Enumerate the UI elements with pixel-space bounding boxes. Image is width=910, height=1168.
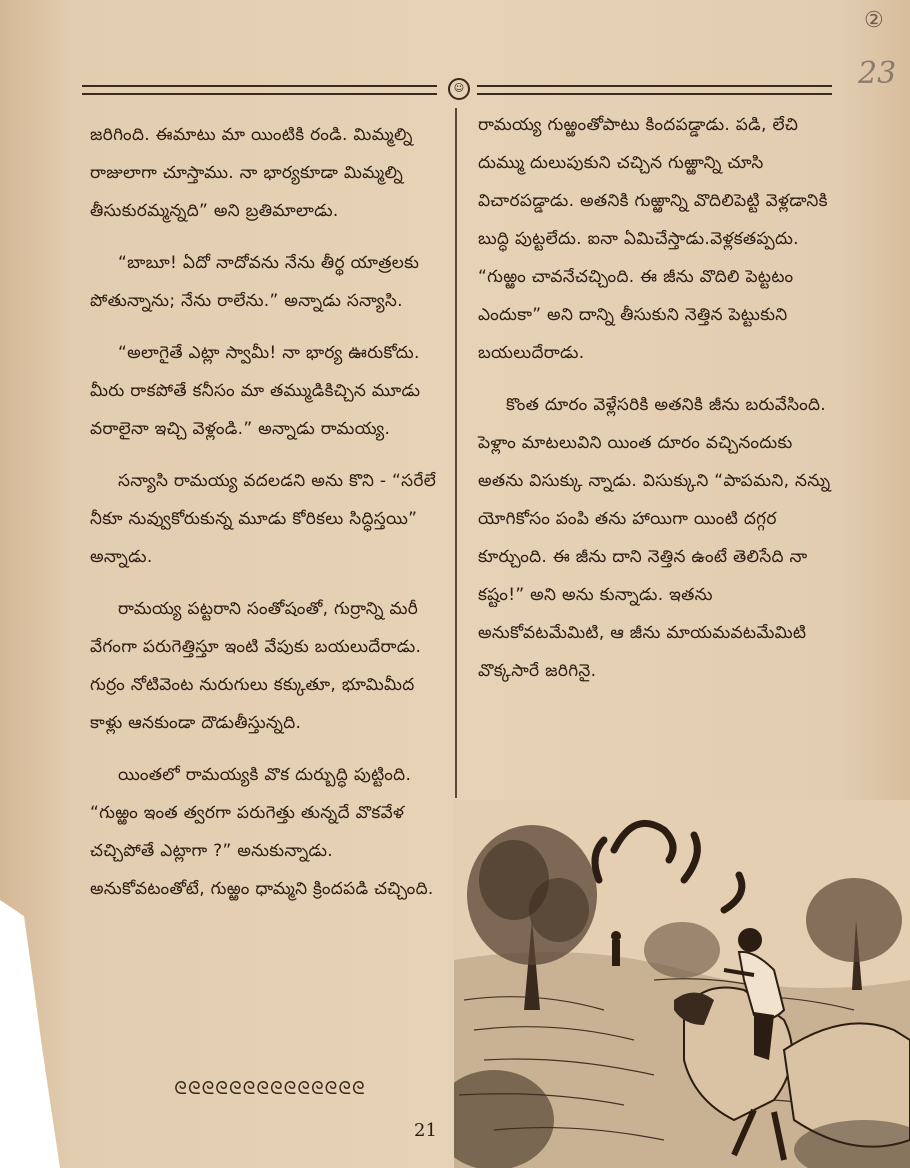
header-ornament-icon: ☺ bbox=[448, 78, 470, 100]
pencil-mark-number: 23 bbox=[858, 56, 897, 91]
page-number: 21 bbox=[414, 1120, 437, 1141]
right-paragraph-2: కొంత దూరం వెళ్లేసరికి అతనికి జీను బరువేసింది. పెళ్లాం మాటలువిని యింత దూరం వచ్చినందుకు అతను విసుక్కు న్నాడు. విసుక్కుని “పాపమని, నన్ను యోగికోసం పంపి తను హాయిగా యింటి దగ్గర కూర్చుంది. ఈ జీను దాని నెత్తిన ఉంటే తెలిసేది నా కష్టం!” అని అను కున్నాడు. ఇతను అనుకోవటమేమిటి, ఆ జీను మాయమవటమేమిటి వొక్కసారే జరిగినై. bbox=[478, 395, 831, 681]
right-paragraph-1: రామయ్య గుఱ్ఱంతోపాటు కిందపడ్డాడు. పడి, లేచి దుమ్ము దులుపుకుని చచ్చిన గుఱ్ఱాన్ని చూసి విచారపడ్డాడు. అతనికి గుఱ్ఱాన్ని వొదిలిపెట్టి వెళ్లడానికి బుద్ధి పుట్టలేదు. ఐనా ఏమిచేస్తాడు.వెళ్లకతప్పదు. “గుఱ్ఱం చావనేచచ్చింది. ఈ జీను వొదిలి పెట్టటం ఎందుకా” అని దాన్ని తీసుకుని నెత్తిన పెట్టుకుని బయలుదేరాడు. bbox=[478, 115, 828, 363]
pencil-mark-circled: ② bbox=[864, 8, 884, 33]
column-divider bbox=[455, 108, 457, 798]
header-rule-left bbox=[82, 85, 437, 95]
left-paragraph-4: సన్యాసి రామయ్య వదలడని అను కొని - “సరేలే నీకూ నువ్వుకోరుకున్న మూడు కోరికలు సిద్ధిస్తయి” అన్నాడు. bbox=[90, 471, 437, 567]
footer-ornament: ᘓᘓᘓᘓᘓᘓᘓᘓᘓᘓᘓᘓᘓᘓ bbox=[174, 1078, 366, 1099]
left-paragraph-5: రామయ్య పట్టరాని సంతోషంతో, గుర్రాన్ని మరీ వేగంగా పరుగెత్తిస్తూ ఇంటి వేపుకు బయలుదేరాడు. గుర్రం నోటివెంట నురుగులు కక్కుతూ, భూమిమీద కాళ్లు ఆనకుండా దౌడుతీస్తున్నది. bbox=[90, 599, 422, 733]
torn-page-corner bbox=[0, 900, 60, 1168]
header-rule bbox=[82, 80, 832, 96]
right-column bbox=[478, 106, 838, 704]
left-paragraph-6: యింతలో రామయ్యకి వొక దుర్బుద్ధి పుట్టింది. “గుఱ్ఱం ఇంత త్వరగా పరుగెత్తు తున్నదే వొకవేళ చచ్చిపోతే ఎట్లాగా ?” అనుకున్నాడు. అనుకోవటంతోటే, గుఱ్ఱం ధామ్మని క్రిందపడి చచ్చింది. bbox=[90, 765, 434, 899]
left-column bbox=[90, 116, 440, 922]
header-rule-right bbox=[477, 85, 832, 95]
man-with-fallen-horse-illustration bbox=[454, 800, 910, 1168]
left-paragraph-3: “అలాగైతే ఎట్లా స్వామీ! నా భార్య ఊరుకోదు. మీరు రాకపోతే కనీసం మా తమ్ముడికిచ్చిన మూడు వరాలైనా ఇచ్చి వెళ్లండి.” అన్నాడు రామయ్య. bbox=[90, 343, 421, 439]
left-paragraph-1: జరిగింది. ఈమాటు మా యింటికి రండి. మిమ్మల్ని రాజులాగా చూస్తాము. నా భార్యకూడా మిమ్మల్ని తీసుకురమ్మన్నది” అని బ్రతిమాలాడు. bbox=[90, 125, 413, 221]
left-paragraph-2: “బాబూ! ఏదో నాదోవను నేను తీర్థ యాత్రలకు పోతున్నాను; నేను రాలేను.” అన్నాడు సన్యాసి. bbox=[90, 253, 420, 311]
